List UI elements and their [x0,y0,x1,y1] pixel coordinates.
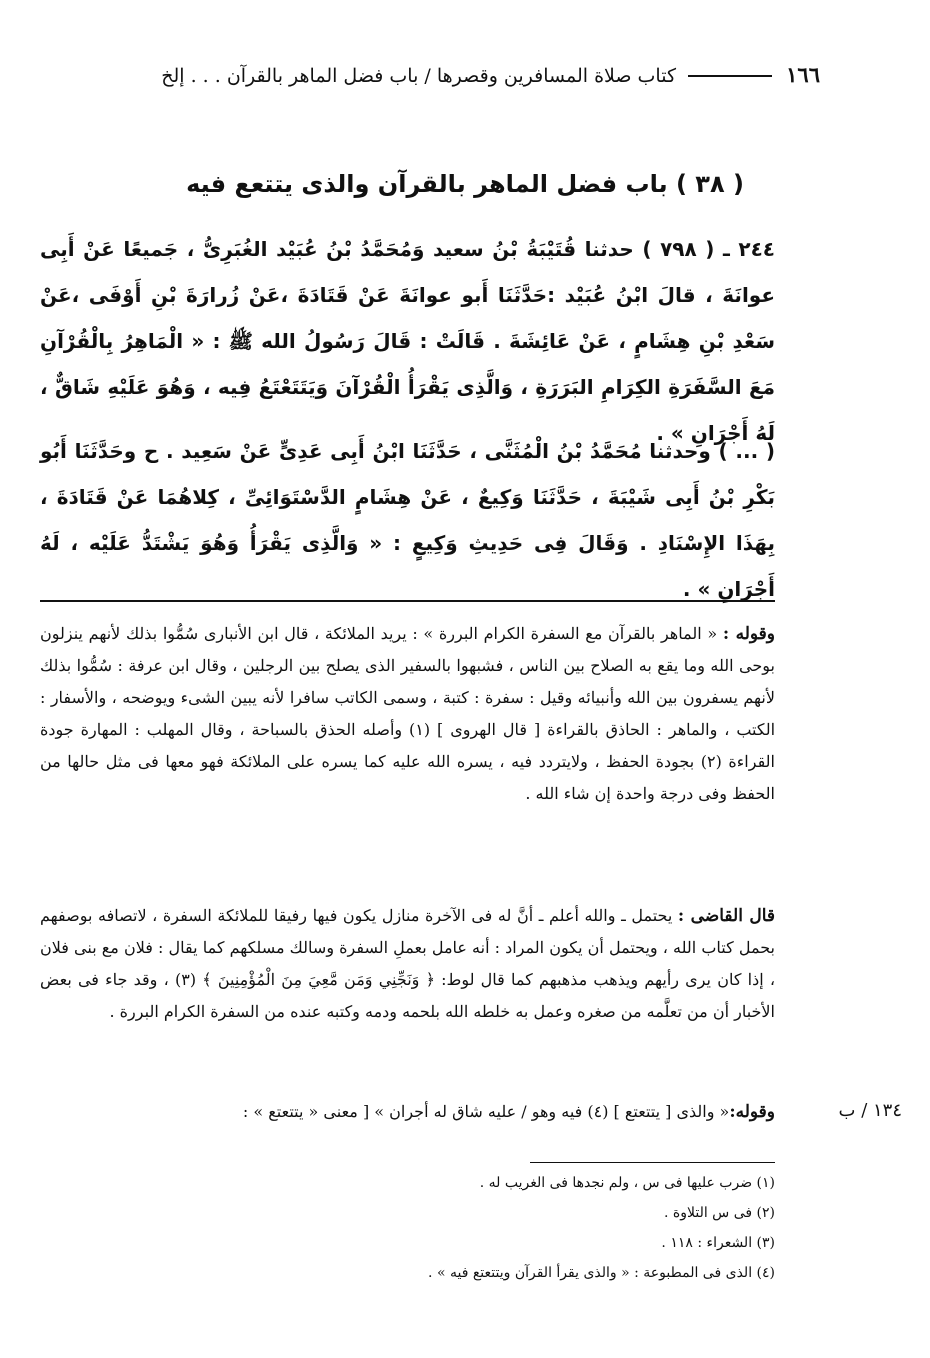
footnote-4: (٤) الذى فى المطبوعة : « والذى يقرأ القرآن ويتتعتع فيه » . [428,1265,775,1281]
running-header [38,56,820,96]
footnotes [300,1168,775,1288]
commentary-lead: وقوله : [722,624,776,644]
manuscript-folio-note: ١٣٤ / ب [838,1100,902,1121]
commentary-paragraph-2 [40,900,775,1028]
header-rule [688,75,772,77]
commentary-paragraph-3 [40,1096,775,1128]
page-number: ١٦٦ [786,62,820,87]
hadith-text-1: ٢٤٤ ـ ( ٧٩٨ ) حدثنا قُتَيْبَةُ بْنُ سعيد وَمُحَمَّدُ بْنُ عُبَيْد الغُبَرِىُّ ، جَميعًا عَنْ أَبِى عوانَةَ ، قالَ ابْنُ عُبَيْد :حَدَّثَنَا أَبو عوانَةَ عَنْ قَتَادَةَ ،عَنْ زُرارَةَ بْنِ أَوْفَى ،عَنْ سَعْدِ بْنِ هِشَامٍ ، عَنْ عَائِشَةَ . قَالَتْ : قَالَ رَسُولُ الله ﷺ : « الْمَاهِرُ بِالْقُرْآنِ مَعَ السَّفَرَةِ الكِرَامِ البَرَرَةِ ، وَالَّذِى يَقْرَأُ الْقُرْآنَ وَيَتَتَعْتَعُ فِيه ، وَهُوَ عَلَيْهِ شَاقٌّ ، لَهُ أَجْرَانِ » . [40,237,775,445]
commentary-body: يحتمل ـ والله أعلم ـ أنَّ له فى الآخرة منازل يكون فيها رفيقا للملائكة السفرة ، لاتصافه بوصفهم بحمل كتاب الله ، ويحتمل أن يكون المراد : أنه عامل بعملِ السفرة وسالك مسلكهم كما يقال : فلان مع بنى فلان ، إذا كان يرى رأيهم ويذهب مذهبهم كما قال لوط: ﴿ وَنَجِّنِي وَمَن مَّعِيَ مِنَ الْمُؤْمِنِينَ ﴾ (٣) ، وقد جاء فى بعض الأخبار أن من تعلَّمه من صغره وعمل به خلطه الله بلحمه ودمه وكتبه عنده من السفرة الكرام البررة . [40,906,776,1021]
chapter-title: ( ٣٨ ) باب فضل الماهر بالقرآن والذى يتتعع فيه [186,170,744,198]
commentary-body: « الماهر بالقرآن مع السفرة الكرام البررة » : يريد الملائكة ، قال ابن الأنبارى سُمُّوا بذلك لأنهم ينزلون بوحى الله وما يقع به الصلاح بين الناس ، فشبهوا بالسفير الذى يصلح بين الرجلين ، وقال ابن عرفة : سُمُّوا بذلك لأنهم يسفرون بين الله وأنبيائه وقيل : سفرة : كتبة ، وسمى الكاتب سافرا لأنه يبين الشىء ويوضحه ، والأسفار : الكتب ، والماهر : الحاذق بالقراءة [ قال الهروى ] (١) وأصله الحذق بالسباحة ، وقال المهلب : المهارة جودة القراءة (٢) بجودة الحفظ ، ولايتردد فيه ، يسره الله عليه كما يسره على الملائكة فهو معها فى مثل حالها من الحفظ وفى درجة واحدة إن شاء الله . [40,624,776,803]
hadith-text-2: ( ... ) وحدثنا مُحَمَّدُ بْنُ الْمُثَنَّى ، حَدَّثَنَا ابْنُ أَبِى عَدِىٍّ عَنْ سَعِيد . ح وحَدَّثَنَا أَبُو بَكْرِ بْنُ أَبِى شَيْبَةَ ، حَدَّثَنَا وَكِيعٌ ، عَنْ هِشَامٍ الدَّسْتَوَائِىِّ ، كِلاهُمَا عَنْ قَتَادَةَ ، بِهَذَا الإِسْنَادِ . وَقَالَ فِى حَدِيثِ وَكِيعٍ : « وَالَّذِى يَقْرَأُ وَهُوَ يَشْتَدُّ عَلَيْه ، لَهُ أَجْرَانِ » . [40,439,775,601]
commentary-separator [40,600,775,602]
footnote-2: (٢) فى س التلاوة . [664,1205,775,1221]
commentary-lead: وقوله: [729,1102,775,1122]
commentary-paragraph-1 [40,618,775,810]
running-title: كتاب صلاة المسافرين وقصرها / باب فضل الماهر بالقرآن . . . إلخ [161,65,676,87]
commentary-body: « والذى [ يتتعتع ] (٤) فيه وهو / عليه شاق له أجران » [ معنى « يتتعتع » : [242,1102,730,1121]
footnote-1: (١) ضرب عليها فى س ، ولم نجدها فى الغريب له . [479,1175,775,1191]
commentary-lead: قال القاضى : [677,906,775,926]
footnote-3: (٣) الشعراء : ١١٨ . [661,1235,775,1251]
footnote-rule [530,1162,775,1163]
